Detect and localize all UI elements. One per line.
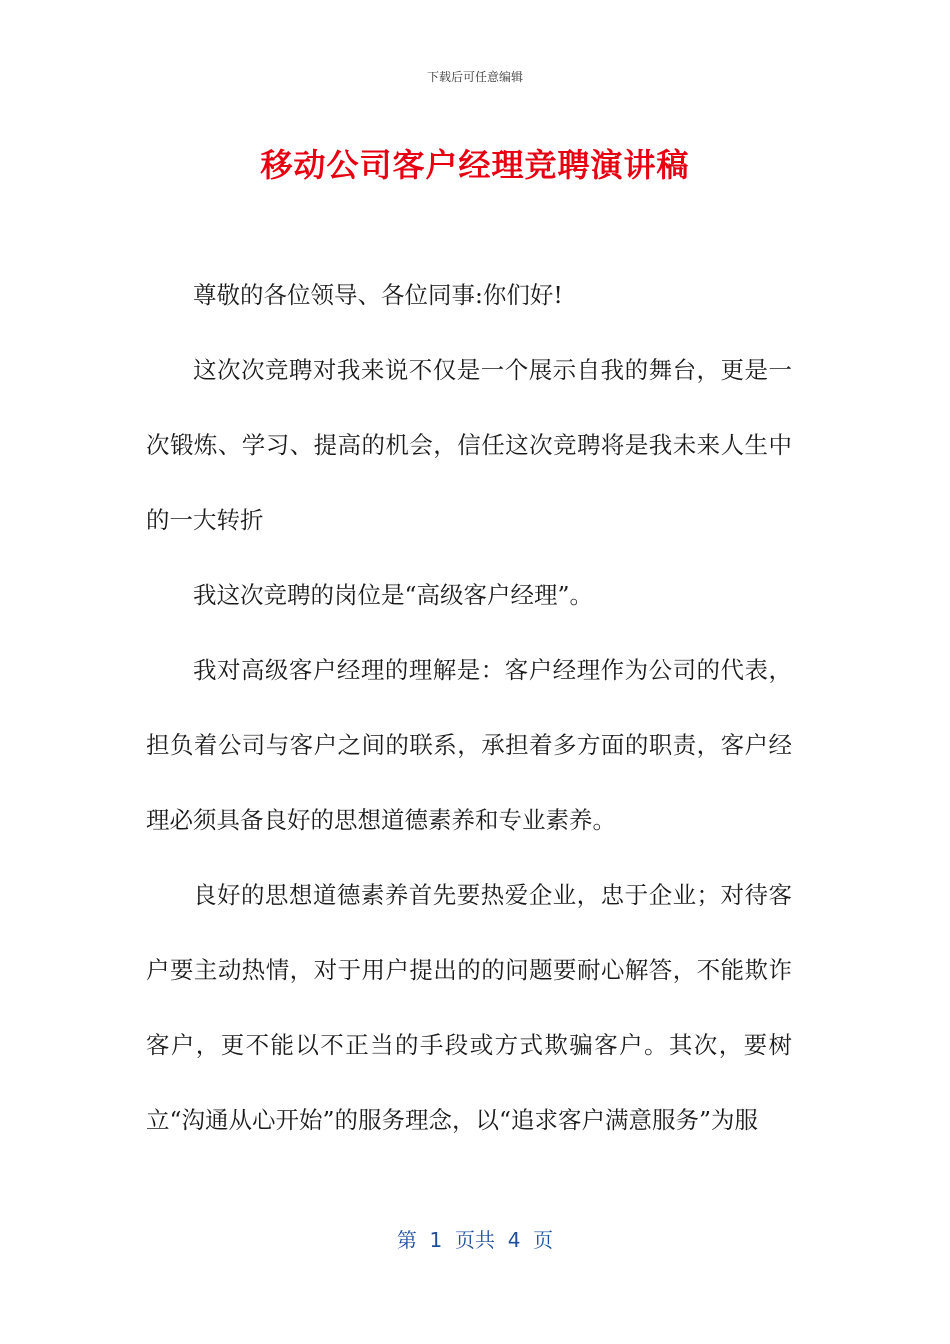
paragraph-position: 我这次竞聘的岗位是“高级客户经理”。	[193, 581, 594, 609]
header-note: 下载后可任意编辑	[426, 70, 523, 84]
paragraph-greeting: 尊敬的各位领导、各位同事:你们好!	[193, 281, 563, 309]
page-number-footer: 第 1 页共 4 页	[396, 1228, 554, 1252]
document-title: 移动公司客户经理竞聘演讲稿	[260, 146, 690, 184]
paragraph-ethics: 良好的思想道德素养首先要热爱企业，忠于企业；对待客户要主动热情，对于用户提出的的问题要耐心解答，不能欺诈客户，更不能以不正当的手段或方式欺骗客户。其次，要树立“沟通从心开始”的服务理念，以“追求客户满意服务”为服	[146, 881, 792, 1134]
document-body	[146, 258, 792, 1158]
paragraph-understanding: 我对高级客户经理的理解是：客户经理作为公司的代表，担负着公司与客户之间的联系，承担着多方面的职责，客户经理必须具备良好的思想道德素养和专业素养。	[146, 656, 792, 834]
paragraph-opportunity: 这次次竞聘对我来说不仅是一个展示自我的舞台，更是一次锻炼、学习、提高的机会，信任这次竞聘将是我未来人生中的一大转折	[146, 356, 792, 534]
